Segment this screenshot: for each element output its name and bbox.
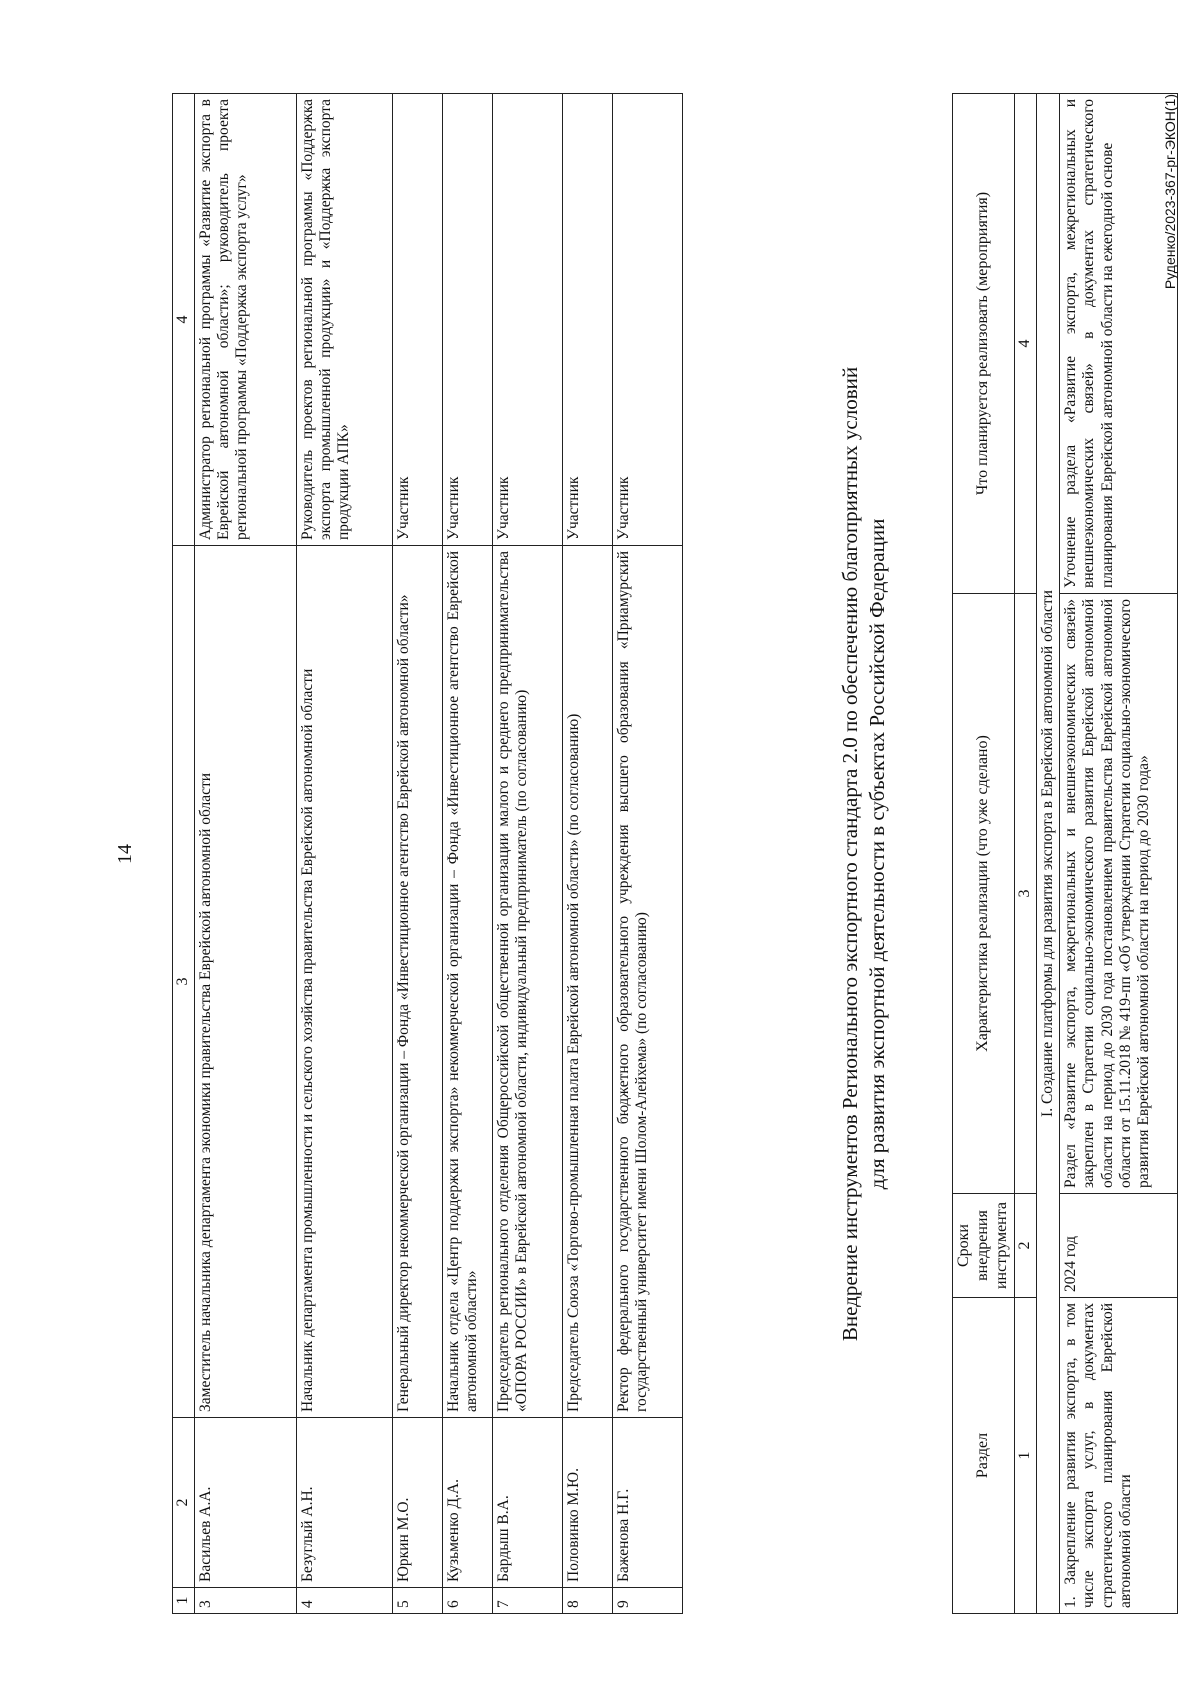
table-row bbox=[492, 94, 562, 1614]
member-name: Юркин М.О. bbox=[392, 1418, 442, 1588]
section-heading: I. Создание платформы для развития экспорта в Еврейской автономной области bbox=[1036, 94, 1059, 1614]
row-number: 8 bbox=[562, 1588, 612, 1614]
members-table-header bbox=[173, 94, 195, 1614]
header-cell: Сроки внедрения инструмента bbox=[953, 1194, 1015, 1298]
member-role: Руководитель проектов региональной программы «Поддержка экспорта промышленной продукции» и «Поддержка экспорта продукции АПК» bbox=[296, 94, 392, 546]
member-role: Администратор региональной программы «Развитие экспорта в Еврейской автономной области»; руководитель проекта региональной программы «Поддержка экспорта услуг» bbox=[194, 94, 296, 546]
member-role: Участник bbox=[492, 94, 562, 546]
header-cell: 3 bbox=[173, 546, 195, 1418]
row-number: 9 bbox=[612, 1588, 682, 1614]
row-number: 5 bbox=[392, 1588, 442, 1614]
table-row bbox=[1060, 94, 1178, 1614]
table-row bbox=[296, 94, 392, 1614]
member-role: Участник bbox=[562, 94, 612, 546]
rotated-page bbox=[114, 94, 1178, 1614]
row-number: 7 bbox=[492, 1588, 562, 1614]
table-row bbox=[392, 94, 442, 1614]
instruments-table-numbers bbox=[1015, 94, 1037, 1614]
title-line-1: Внедрение инструментов Регионального экспортного стандарта 2.0 по обеспечению благоприятных условий bbox=[838, 366, 862, 1342]
member-position: Заместитель начальника департамента экономики правительства Еврейской автономной области bbox=[194, 546, 296, 1418]
sroki-cell: 2024 год bbox=[1060, 1194, 1178, 1298]
column-number: 3 bbox=[1015, 594, 1037, 1194]
plan-cell: Уточнение раздела «Развитие экспорта, межрегиональных и внешнеэкономических связей» в документах стратегического планирования Еврейской автономной области на ежегодной основе bbox=[1060, 94, 1178, 594]
member-name: Васильев А.А. bbox=[194, 1418, 296, 1588]
instruments-table bbox=[952, 93, 1178, 1614]
table-row bbox=[442, 94, 492, 1614]
member-position: Председатель Союза «Торгово-промышленная палата Еврейской автономной области» (по согласованию) bbox=[562, 546, 612, 1418]
member-role: Участник bbox=[612, 94, 682, 546]
row-number: 6 bbox=[442, 1588, 492, 1614]
header-cell: 1 bbox=[173, 1588, 195, 1614]
member-role: Участник bbox=[442, 94, 492, 546]
section-row bbox=[1036, 94, 1059, 1614]
member-name: Половинко М.Ю. bbox=[562, 1418, 612, 1588]
instruments-table-header bbox=[953, 94, 1015, 1614]
done-cell: Раздел «Развитие экспорта, межрегиональных и внешнеэкономических связей» закреплен в Стратегии социально-экономического развития Еврейской автономной области на период до 2030 года постановлением правительства Еврейской автономной области от 15.11.2018 № 419-пп «Об утверждении Стратегии социально-экономического развития Еврейской автономной области на период до 2030 года» bbox=[1060, 594, 1178, 1194]
razdel-cell: 1. Закрепление развития экспорта, в том числе экспорта услуг, в документах стратегического планирования Еврейской автономной области bbox=[1060, 1298, 1178, 1614]
header-cell: Характеристика реализации (что уже сделано) bbox=[953, 594, 1015, 1194]
column-number: 4 bbox=[1015, 94, 1037, 594]
row-number: 3 bbox=[194, 1588, 296, 1614]
member-position: Генеральный директор некоммерческой организации – Фонда «Инвестиционное агентство Еврейской автономной области» bbox=[392, 546, 442, 1418]
member-name: Безуглый А.Н. bbox=[296, 1418, 392, 1588]
header-cell: 2 bbox=[173, 1418, 195, 1588]
member-name: Баженова Н.Г. bbox=[612, 1418, 682, 1588]
member-name: Бардыш В.А. bbox=[492, 1418, 562, 1588]
page-number: 14 bbox=[114, 844, 136, 864]
column-number: 2 bbox=[1015, 1194, 1037, 1298]
header-cell: Раздел bbox=[953, 1298, 1015, 1614]
row-number: 4 bbox=[296, 1588, 392, 1614]
member-position: Ректор федерального государственного бюджетного образовательного учреждения высшего образования «Приамурский государственный университет имени Шолом-Алейхема» (по согласованию) bbox=[612, 546, 682, 1418]
member-role: Участник bbox=[392, 94, 442, 546]
title-line-2: для развития экспортной деятельности в субъектах Российской Федерации bbox=[865, 518, 890, 1190]
table-row bbox=[612, 94, 682, 1614]
member-name: Кузьменко Д.А. bbox=[442, 1418, 492, 1588]
header-cell: 4 bbox=[173, 94, 195, 546]
column-number: 1 bbox=[1015, 1298, 1037, 1614]
member-position: Начальник департамента промышленности и сельского хозяйства правительства Еврейской автономной области bbox=[296, 546, 392, 1418]
header-cell: Что планируется реализовать (мероприятия) bbox=[953, 94, 1015, 594]
member-position: Председатель регионального отделения Общероссийской общественной организации малого и среднего предпринимательства «ОПОРА РОССИИ» в Еврейской автономной области, индивидуальный предприниматель (по согласованию) bbox=[492, 546, 562, 1418]
members-table bbox=[172, 93, 683, 1614]
member-position: Начальник отдела «Центр поддержки экспорта» некоммерческой организации – Фонда «Инвестиционное агентство Еврейской автономной области» bbox=[442, 546, 492, 1418]
document-footer: Руденко/2023-367-рг-ЭКОН(1) bbox=[1162, 94, 1178, 290]
table-row bbox=[562, 94, 612, 1614]
table-row bbox=[194, 94, 296, 1614]
section-title bbox=[837, 94, 892, 1614]
